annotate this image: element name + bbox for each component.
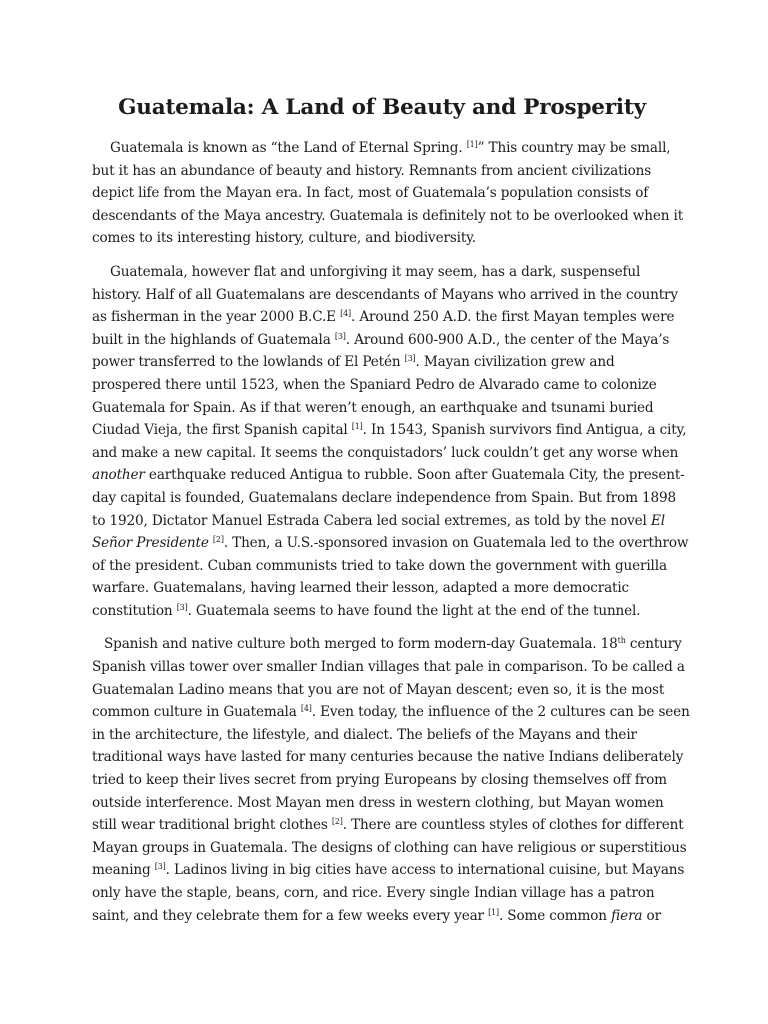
- text-run: traditional ways have lasted for many centuries because the native Indians deliberately: [92, 749, 684, 766]
- text-run: . Guatemala seems to have found the light at the end of the tunnel.: [187, 602, 641, 619]
- text-line: [92, 724, 672, 747]
- text-line: [92, 306, 675, 329]
- text-line: [92, 261, 672, 284]
- text-run: ” This country may be small,: [477, 140, 671, 156]
- text-line: [92, 510, 672, 533]
- citation-marker: [3]: [176, 602, 188, 612]
- text-run: warfare. Guatemalans, having learned their lesson, adapted a more democratic: [92, 580, 630, 597]
- text-run: Spanish villas tower over smaller Indian villages that pale in comparison. To be called a: [92, 659, 685, 676]
- text-run: tried to keep their lives secret from prying Europeans by closing themselves off from: [92, 772, 667, 789]
- text-run: as fisherman in the year 2000 B.C.E: [92, 309, 341, 326]
- text-line: [92, 137, 672, 160]
- text-run: . Around 250 A.D. the first Mayan temples were: [350, 309, 675, 326]
- citation-marker: [1]: [488, 907, 499, 917]
- text-line: [92, 284, 678, 307]
- text-line: [92, 814, 684, 837]
- text-line: [92, 182, 672, 205]
- text-line: [92, 227, 672, 250]
- text-run: Guatemala, however flat and unforgiving it may seem, has a dark, suspenseful: [110, 263, 641, 280]
- text-line: [92, 679, 672, 702]
- text-line: [92, 329, 672, 352]
- paragraph-history: [92, 261, 689, 623]
- citation-marker: [2]: [212, 535, 224, 545]
- text-line: [92, 600, 672, 623]
- citation-marker: [4]: [340, 309, 351, 319]
- text-line: [92, 442, 679, 465]
- text-run: still wear traditional bright clothes: [92, 817, 332, 834]
- text-run: earthquake reduced Antigua to rubble. Soon after Guatemala City, the present-: [144, 467, 685, 484]
- text-line: [92, 882, 672, 905]
- citation-marker: [3]: [334, 331, 346, 341]
- text-line: [92, 397, 672, 420]
- text-run: constitution: [92, 602, 177, 619]
- document-page: [92, 92, 690, 927]
- text-run: . Even today, the influence of the 2 cultures can be seen: [311, 704, 690, 721]
- italic-text: El: [650, 512, 665, 529]
- italic-text: another: [92, 467, 145, 484]
- text-run: . Ladinos living in big cities have access to international cuisine, but Mayans: [165, 862, 685, 879]
- text-line: [92, 859, 685, 882]
- text-run: Spanish and native culture both merged to form modern-day Guatemala. 18: [104, 636, 618, 653]
- text-run: . There are countless styles of clothes for different: [342, 817, 684, 834]
- text-run: Guatemalan Ladino means that you are not of Mayan descent; even so, it is the most: [92, 681, 665, 698]
- text-run: century: [625, 636, 682, 653]
- text-run: . Around 600-900 A.D., the center of the Maya’s: [345, 331, 670, 348]
- text-line: [92, 656, 685, 679]
- citation-marker: [1]: [466, 140, 478, 149]
- paragraph-culture: [92, 633, 690, 927]
- text-line: [92, 160, 672, 183]
- text-line: [92, 746, 684, 769]
- text-run: . In 1543, Spanish survivors find Antigua, a city,: [362, 422, 687, 439]
- text-run: Guatemala is known as “the Land of Eternal Spring.: [110, 140, 467, 156]
- text-line: [92, 351, 672, 374]
- text-run: . Then, a U.S.-sponsored invasion on Guatemala led to the overthrow: [223, 535, 689, 552]
- citation-marker: [3]: [154, 862, 166, 872]
- text-run: Guatemala for Spain. As if that weren’t enough, an earthquake and tsunami buried: [92, 399, 654, 416]
- text-run: to 1920, Dictator Manuel Estrada Cabera led social extremes, as told by the novel: [92, 512, 651, 529]
- text-line: [92, 374, 672, 397]
- citation-marker: [1]: [351, 422, 363, 432]
- text-line: [92, 837, 687, 860]
- text-line: [92, 792, 672, 815]
- text-run: built in the highlands of Guatemala: [92, 331, 335, 348]
- text-run: or: [642, 907, 661, 924]
- paragraph-intro: [92, 137, 684, 250]
- text-run: common culture in Guatemala: [92, 704, 301, 721]
- citation-marker: [4]: [300, 704, 312, 714]
- text-run: comes to its interesting history, culture, and biodiversity.: [92, 230, 477, 247]
- text-run: history. Half of all Guatemalans are descendants of Mayans who arrived in the country: [92, 286, 678, 303]
- text-line: [92, 464, 685, 487]
- text-run: outside interference. Most Mayan men dress in western clothing, but Mayan women: [92, 794, 664, 811]
- text-run: Mayan groups in Guatemala. The designs of clothing can have religious or superstitious: [92, 839, 687, 856]
- text-run: Ciudad Vieja, the first Spanish capital: [92, 422, 352, 439]
- text-line: [92, 769, 672, 792]
- text-line: [92, 577, 672, 600]
- text-run: of the president. Cuban communists tried to take down the government with guerilla: [92, 557, 667, 574]
- text-run: only have the staple, beans, corn, and rice. Every single Indian village has a patron: [92, 885, 655, 901]
- text-run: meaning: [92, 862, 155, 879]
- text-run: power transferred to the lowlands of El Petén: [92, 354, 405, 371]
- text-run: day capital is founded, Guatemalans declare independence from Spain. But from 1898: [92, 489, 677, 506]
- text-line: [92, 487, 677, 510]
- text-line: [92, 701, 690, 724]
- citation-marker: [2]: [331, 817, 343, 827]
- text-run: depict life from the Mayan era. In fact, most of Guatemala’s population consists of: [92, 185, 649, 202]
- text-run: and make a new capital. It seems the conquistadors’ luck couldn’t get any worse when: [92, 444, 679, 461]
- text-run: in the architecture, the lifestyle, and dialect. The beliefs of the Mayans and their: [92, 726, 637, 743]
- text-line: [92, 205, 684, 228]
- text-run: descendants of the Maya ancestry. Guatemala is definitely not to be overlooked when it: [92, 207, 684, 224]
- text-line: [92, 419, 687, 442]
- text-run: but it has an abundance of beauty and history. Remnants from ancient civilizations: [92, 162, 652, 179]
- text-line: [92, 532, 689, 555]
- text-run: saint, and they celebrate them for a few weeks every year: [92, 907, 489, 924]
- italic-text: Señor Presidente: [92, 535, 209, 552]
- italic-text: fiera: [611, 907, 643, 924]
- text-line: [92, 555, 672, 578]
- text-line: [92, 633, 682, 656]
- text-run: prospered there until 1523, when the Spaniard Pedro de Alvarado came to colonize: [92, 376, 657, 393]
- text-line: [92, 905, 672, 928]
- text-run: . Some common: [498, 907, 612, 924]
- citation-marker: th: [617, 636, 626, 646]
- document-title: Guatemala: A Land of Beauty and Prosperity: [118, 95, 646, 120]
- text-run: . Mayan civilization grew and: [415, 354, 615, 371]
- citation-marker: [3]: [404, 354, 416, 364]
